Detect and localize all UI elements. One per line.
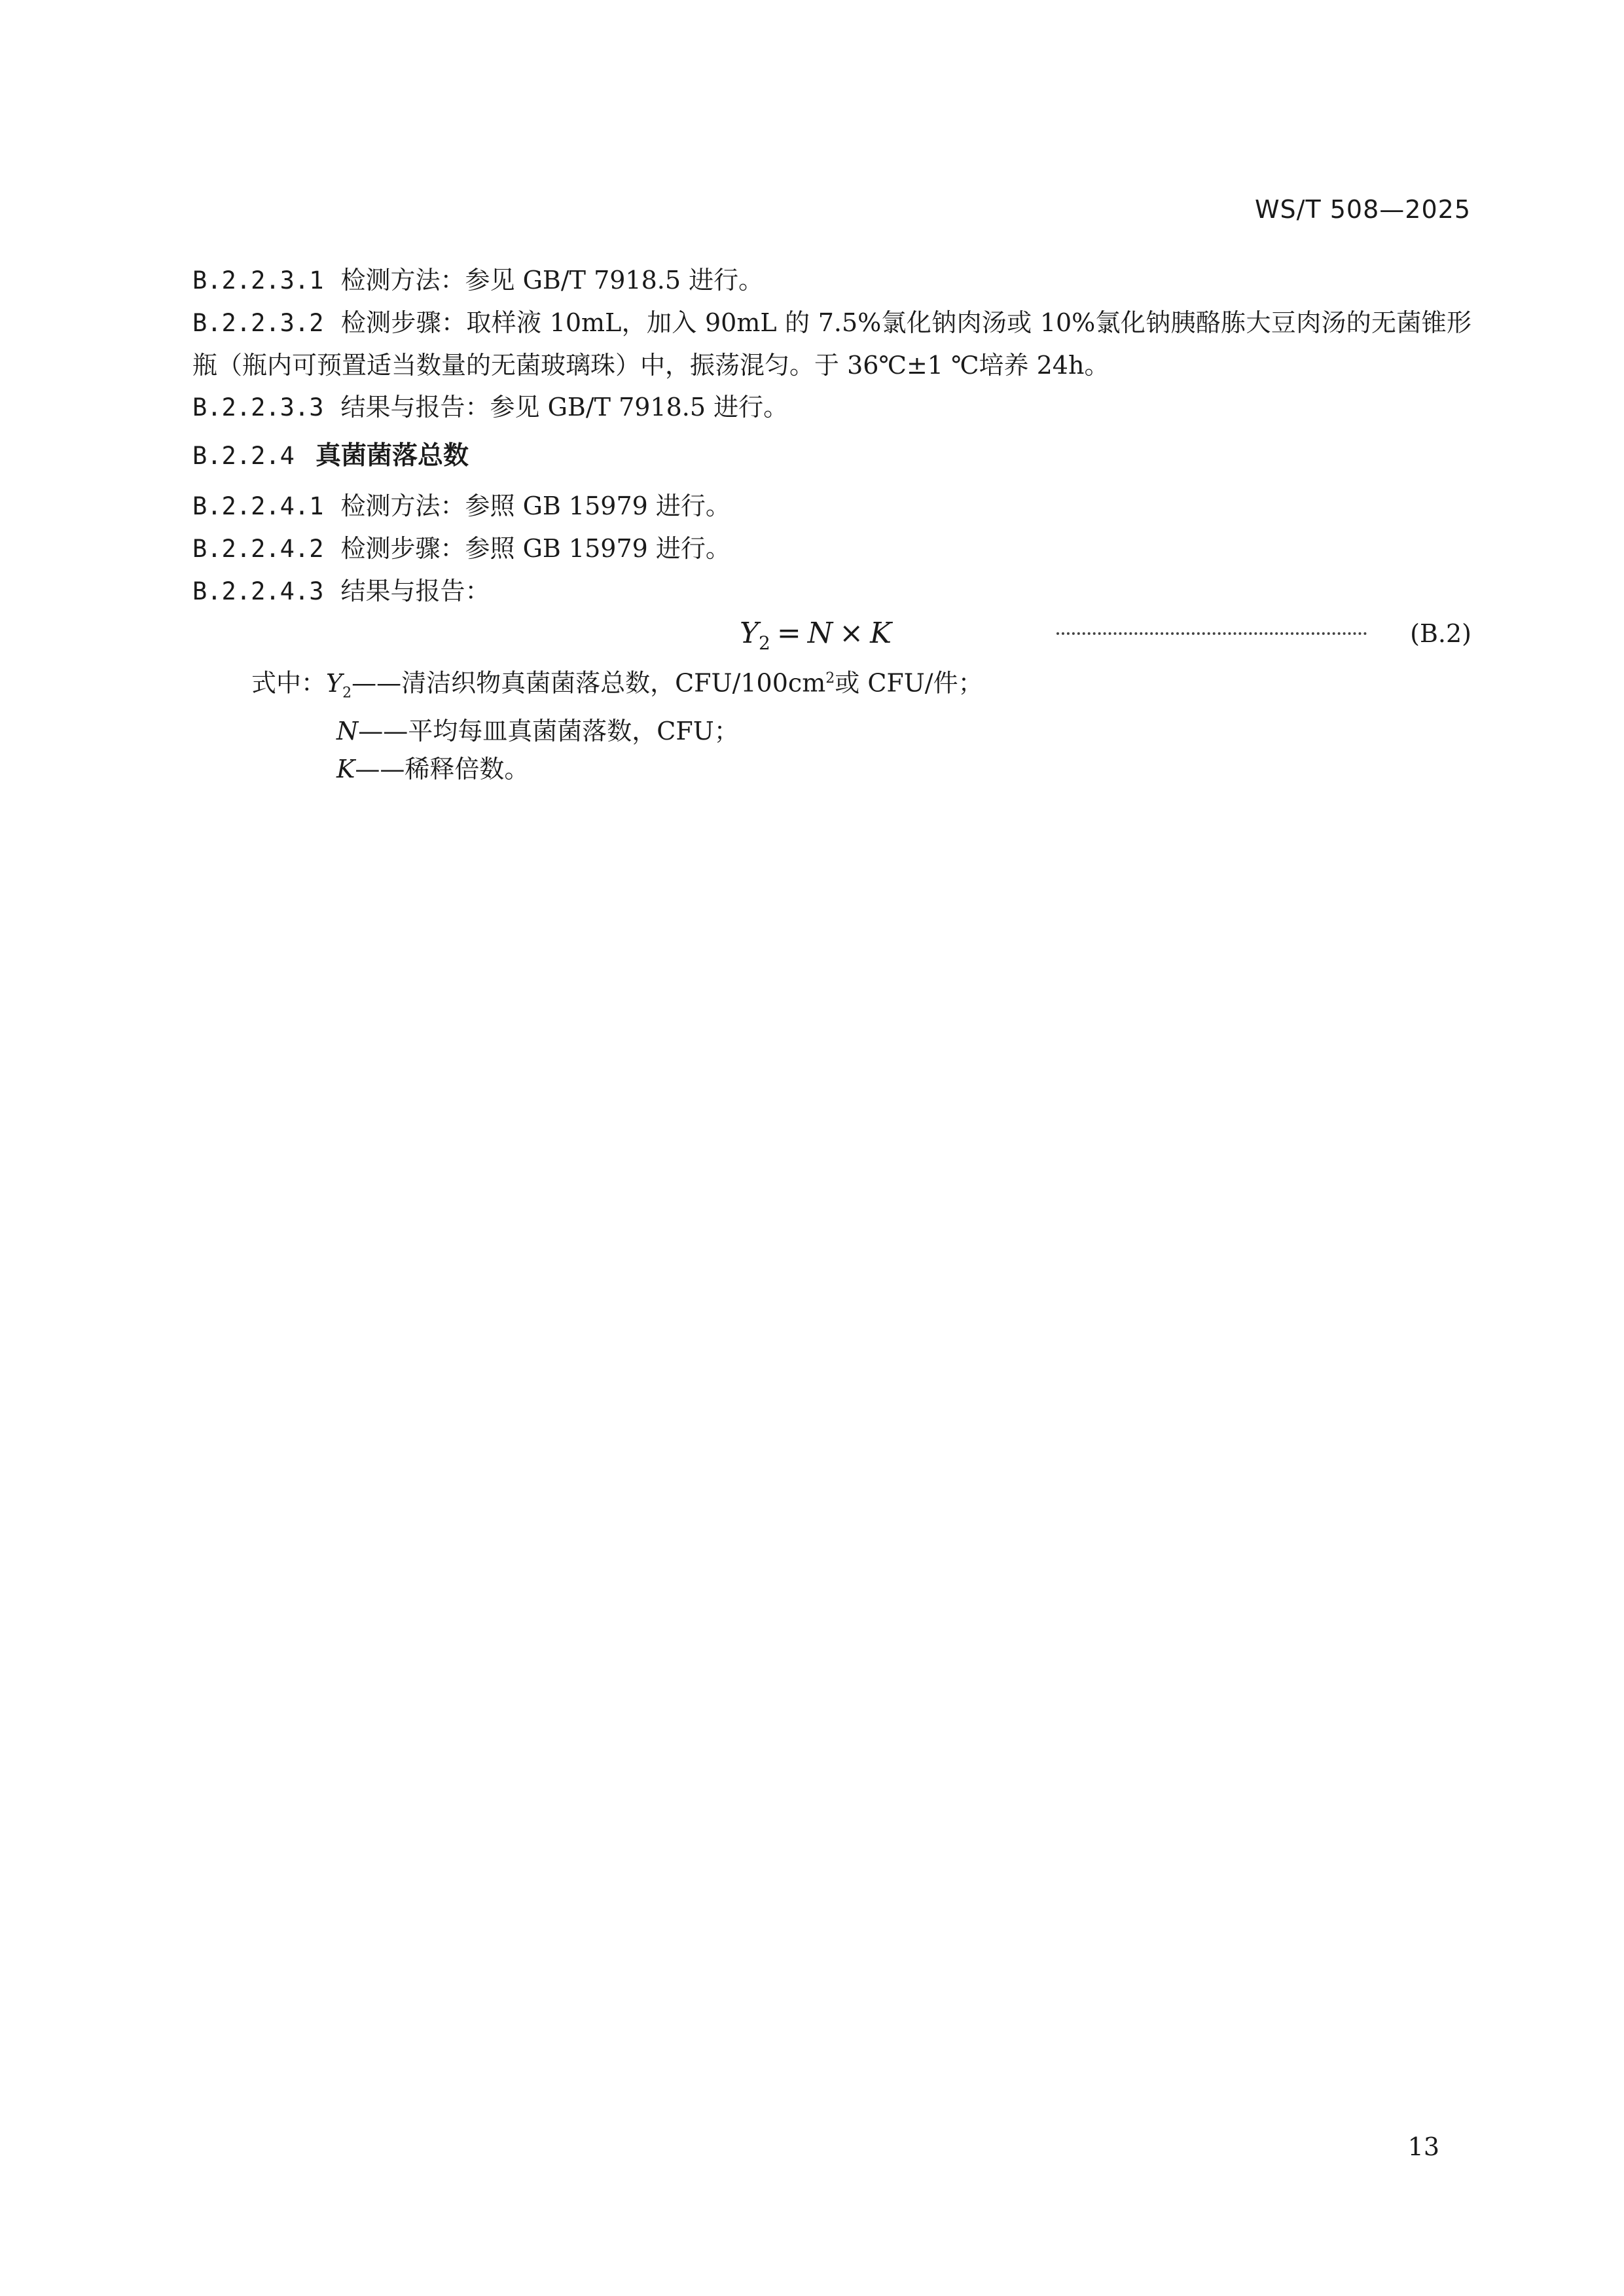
- formula-b2: [192, 613, 1471, 660]
- clause-b2243: [192, 570, 1471, 613]
- variable-subscript: 2: [342, 685, 352, 702]
- clause-text: 检测方法：参照 GB 15979 进行。: [340, 492, 731, 520]
- where-row-y2: [251, 660, 1471, 712]
- where-block: [251, 660, 1471, 788]
- where-label: 式中：: [251, 668, 327, 698]
- where-row-n: [251, 712, 1471, 750]
- variable-y: Y: [326, 668, 343, 698]
- formula-lhs-subscript: 2: [759, 632, 770, 654]
- clause-number: B.2.2.4.2: [192, 535, 324, 563]
- formula-equals: =: [776, 617, 801, 650]
- variable-symbol: N: [336, 717, 359, 746]
- variable-description: ——清洁织物真菌菌落总数，CFU/100cm: [352, 668, 826, 698]
- variable-description-tail: 或 CFU/件；: [835, 668, 983, 698]
- clause-b2241: [192, 485, 1471, 528]
- clause-number: B.2.2.3.1: [192, 266, 324, 295]
- formula-times: ×: [839, 617, 864, 650]
- variable-description: ——稀释倍数。: [355, 755, 530, 784]
- unit-superscript: 2: [825, 670, 835, 687]
- clause-text: 检测方法：参见 GB/T 7918.5 进行。: [340, 266, 764, 295]
- formula-lhs: Y: [740, 617, 759, 650]
- formula-expression: [740, 617, 892, 654]
- clause-b2232: [192, 302, 1471, 386]
- formula-term-k: K: [870, 617, 892, 650]
- section-heading-b224: [192, 435, 1471, 477]
- clause-text: 检测步骤：参照 GB 15979 进行。: [340, 534, 731, 563]
- clause-number: B.2.2.4.1: [192, 492, 324, 520]
- clause-b2231: [192, 259, 1471, 302]
- document-body: [192, 259, 1471, 788]
- variable-description: ——平均每皿真菌菌落数，CFU；: [358, 717, 739, 746]
- variable-symbol: K: [336, 755, 355, 784]
- clause-number: B.2.2.3.2: [192, 309, 324, 337]
- clause-number: B.2.2.4.3: [192, 577, 324, 605]
- clause-text: 结果与报告：: [340, 577, 490, 605]
- section-number: B.2.2.4: [192, 442, 295, 470]
- clause-text: 检测步骤：取样液 10mL，加入 90mL 的 7.5%氯化钠肉汤或 10%氯化钠胰酪胨大豆肉汤的无菌锥形瓶（瓶内可预置适当数量的无菌玻璃珠）中，振荡混匀。于 36℃±1 ℃培养 24h。: [192, 308, 1471, 380]
- dot-leader: [1056, 632, 1367, 635]
- where-row-k: [251, 750, 1471, 788]
- standard-code: WS/T 508—2025: [1254, 195, 1471, 224]
- section-title: 真菌菌落总数: [315, 441, 469, 471]
- formula-term-n: N: [807, 617, 833, 650]
- clause-number: B.2.2.3.3: [192, 393, 324, 422]
- formula-number: (B.2): [1410, 619, 1471, 648]
- clause-text: 结果与报告：参见 GB/T 7918.5 进行。: [340, 393, 789, 422]
- page-number: 13: [1407, 2132, 1439, 2161]
- variable-symbol: [326, 668, 352, 702]
- clause-b2242: [192, 528, 1471, 570]
- clause-b2233: [192, 386, 1471, 429]
